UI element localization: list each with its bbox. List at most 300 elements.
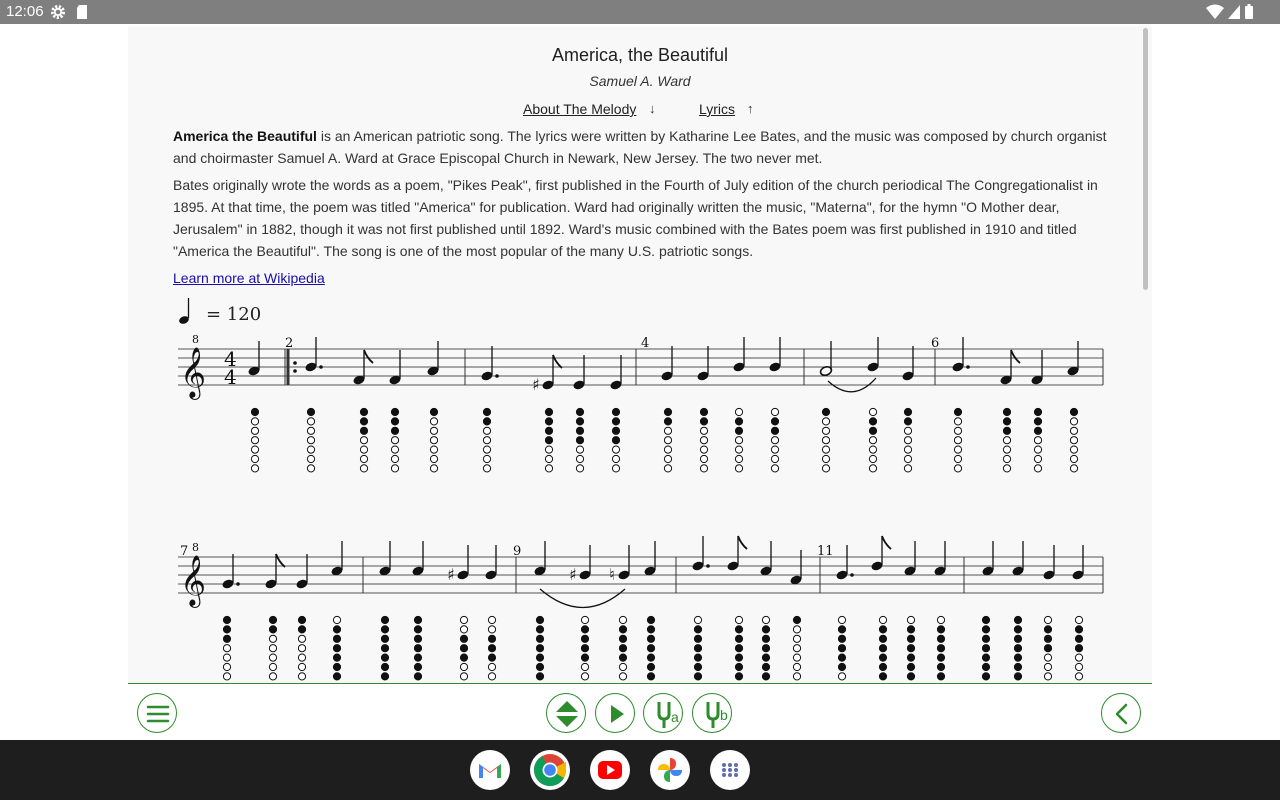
fingering-hole [771,408,778,415]
fingering-hole [1014,663,1021,670]
clef-octave-mark: 8 [192,333,199,346]
note-dot [706,564,710,568]
fingering-hole [619,645,626,652]
fingering-hole [381,616,388,623]
fingering-hole [904,418,911,425]
tuner-b-label: b [720,707,728,723]
about-paragraph-2: Bates originally wrote the words as a poem, "Pikes Peak", first published in the Fourth of July edition of the church periodical The Congregationalist in 1895. At that time, the poem was titled "America" for publication. Ward had originally written the music, "Materna", for the hymn "O Mother dear, Jerusalem" in 1882, though it was not first published until 1892. Ward's music combined with the Bates poem was first published in 1910 and titled "America the Beautiful". The song is one of the most popular of the many U.S. patriotic songs. [173,177,1098,259]
note-dot [966,365,970,369]
fingering-hole [694,626,701,633]
measure-number: 2 [285,336,294,351]
fingering-hole [1070,437,1077,444]
fingering-hole [391,408,398,415]
fingering-hole [869,408,876,415]
fingering-hole [700,437,707,444]
fingering-hole [954,418,961,425]
fingering-hole [269,673,276,680]
fingering-hole [647,645,654,652]
fingering-hole [545,418,552,425]
play-button[interactable] [595,693,635,733]
fingering-hole [1034,455,1041,462]
fingering-hole [838,616,845,623]
fingering-hole [1075,645,1082,652]
fingering-hole [269,626,276,633]
fingering-hole [838,673,845,680]
fingering-hole [430,465,437,472]
fingering-hole [298,645,305,652]
fingering-hole [1044,645,1051,652]
fingering-hole [954,437,961,444]
fingering-hole [937,626,944,633]
fingering-hole [954,446,961,453]
fingering-hole [391,446,398,453]
fingering-hole [298,626,305,633]
fingering-hole [735,663,742,670]
fingering-hole [664,427,671,434]
fingering-hole [838,626,845,633]
about-song-name: America the Beautiful [173,128,317,144]
sheet-music-score [128,26,1152,683]
fingering-hole [762,673,769,680]
fingering-hole [460,654,467,661]
fingering-hole [430,437,437,444]
fingering-hole [822,455,829,462]
note-flag [1011,350,1020,363]
fingering-hole [298,663,305,670]
treble-clef: 𝄞 [180,555,207,606]
fingering-hole [1070,465,1077,472]
lyrics-link[interactable]: Lyrics [699,101,736,117]
fingering-hole [937,616,944,623]
fingering-hole [333,635,340,642]
fingering-hole [735,408,742,415]
fingering-hole [793,626,800,633]
fingering-hole [223,616,230,623]
fingering-hole [360,465,367,472]
note-flag [738,536,747,549]
fingering-hole [907,626,914,633]
fingering-hole [298,673,305,680]
youtube-app[interactable] [590,750,630,790]
sharp-accidental: ♯ [532,375,540,394]
fingering-hole [907,635,914,642]
sd-card-icon [75,4,89,20]
tie [540,589,625,608]
fingering-hole [937,654,944,661]
fingering-hole [982,616,989,623]
fingering-hole [822,418,829,425]
fingering-hole [822,408,829,415]
fingering-hole [381,626,388,633]
fingering-hole [822,446,829,453]
play-icon [596,694,636,734]
fingering-hole [1070,455,1077,462]
fingering-hole [307,446,314,453]
fingering-hole [545,437,552,444]
sharp-accidental: ♯ [569,565,577,584]
fingering-hole [664,446,671,453]
app-drawer[interactable] [710,750,750,790]
fingering-hole [907,663,914,670]
fingering-hole [694,645,701,652]
fingering-hole [251,408,258,415]
time-signature-top: 4 [224,347,237,371]
fingering-hole [700,455,707,462]
fingering-hole [907,673,914,680]
fingering-hole [664,418,671,425]
fingering-hole [664,408,671,415]
fingering-hole [612,437,619,444]
note-flag [276,554,285,567]
fingering-hole [762,635,769,642]
fingering-hole [879,645,886,652]
fingering-hole [251,455,258,462]
fingering-hole [982,645,989,652]
fingering-hole [488,663,495,670]
fingering-hole [762,663,769,670]
repeat-dot [293,369,297,373]
fingering-hole [536,663,543,670]
fingering-hole [771,418,778,425]
fingering-hole [488,654,495,661]
fingering-hole [360,408,367,415]
measure-number: 9 [513,544,522,559]
note-dot [495,374,499,378]
fingering-hole [869,455,876,462]
wikipedia-link[interactable]: Learn more at Wikipedia [173,270,325,286]
tuner-a-button[interactable] [643,693,683,733]
fingering-hole [700,418,707,425]
fingering-hole [381,645,388,652]
fingering-hole [536,673,543,680]
fingering-hole [793,645,800,652]
fingering-hole [381,673,388,680]
fingering-hole [536,654,543,661]
fingering-hole [647,626,654,633]
fingering-hole [838,635,845,642]
fingering-hole [954,408,961,415]
fingering-hole [1075,673,1082,680]
battery-icon [1245,4,1253,20]
fingering-hole [982,663,989,670]
fingering-hole [414,663,421,670]
fingering-hole [430,446,437,453]
fingering-hole [307,465,314,472]
fingering-hole [430,408,437,415]
fingering-hole [488,645,495,652]
measure-number: 4 [641,336,650,351]
fingering-hole [1014,673,1021,680]
fingering-hole [700,408,707,415]
fingering-hole [1044,635,1051,642]
fingering-hole [793,635,800,642]
fingering-hole [414,616,421,623]
fingering-hole [430,418,437,425]
fingering-hole [1034,437,1041,444]
fingering-hole [414,673,421,680]
fingering-hole [700,446,707,453]
fingering-hole [298,635,305,642]
fingering-hole [735,418,742,425]
note-dot [850,573,854,577]
youtube-icon [590,750,630,790]
fingering-hole [576,437,583,444]
fingering-hole [1044,616,1051,623]
fingering-hole [694,654,701,661]
page-scrollbar[interactable] [1143,28,1148,290]
fingering-hole [488,626,495,633]
fingering-hole [904,446,911,453]
fingering-hole [581,626,588,633]
chrome-app[interactable] [530,750,570,790]
fingering-hole [954,427,961,434]
fingering-hole [869,437,876,444]
fingering-hole [576,418,583,425]
fingering-hole [1044,673,1051,680]
song-page [128,26,1152,683]
fingering-hole [333,616,340,623]
time-signature-bottom: 4 [224,365,237,389]
app-drawer-icon [710,750,750,790]
fingering-hole [612,427,619,434]
fingering-hole [793,654,800,661]
fingering-hole [576,446,583,453]
fingering-hole [762,626,769,633]
fingering-hole [483,418,490,425]
fingering-hole [1034,465,1041,472]
fingering-hole [735,427,742,434]
fingering-hole [879,673,886,680]
fingering-hole [333,645,340,652]
fingering-hole [937,673,944,680]
song-title: America, the Beautiful [551,45,729,65]
about-paragraph-1-text: is an American patriotic song. The lyrics were written by Katharine Lee Bates, and the music was composed by church organist and choirmaster Samuel A. Ward at Grace Episcopal Church in Newark, New Jersey. The two never met. [173,128,1107,166]
fingering-hole [937,645,944,652]
fingering-hole [223,626,230,633]
song-composer: Samuel A. Ward [589,73,691,89]
fingering-hole [545,455,552,462]
fingering-hole [822,465,829,472]
fingering-hole [460,663,467,670]
note-flag [553,355,562,368]
settings-gear-icon [50,4,66,20]
about-melody-link[interactable]: About The Melody [523,101,637,117]
fingering-hole [333,673,340,680]
menu-button[interactable] [137,693,177,733]
fingering-hole [1014,654,1021,661]
fingering-hole [381,654,388,661]
fingering-hole [822,437,829,444]
natural-accidental: ♮ [609,565,615,584]
fingering-hole [483,408,490,415]
fingering-hole [360,446,367,453]
fingering-hole [612,446,619,453]
fingering-hole [269,635,276,642]
fingering-hole [269,663,276,670]
fingering-hole [460,635,467,642]
fingering-hole [1070,418,1077,425]
fingering-hole [619,616,626,623]
fingering-hole [904,437,911,444]
fingering-hole [869,418,876,425]
fingering-hole [904,465,911,472]
fingering-hole [430,427,437,434]
fingering-hole [982,626,989,633]
photos-app[interactable] [650,750,690,790]
fingering-hole [545,465,552,472]
fingering-hole [647,635,654,642]
fingering-hole [879,635,886,642]
fingering-hole [793,663,800,670]
fingering-hole [1044,626,1051,633]
fingering-hole [1014,645,1021,652]
fingering-hole [414,654,421,661]
fingering-hole [1034,446,1041,453]
fingering-hole [251,418,258,425]
up-down-arrows-icon [547,694,587,734]
fingering-hole [735,465,742,472]
fingering-hole [771,446,778,453]
fingering-hole [483,446,490,453]
fingering-hole [735,437,742,444]
fingering-hole [1034,408,1041,415]
fingering-hole [954,465,961,472]
fingering-hole [545,427,552,434]
fingering-hole [700,465,707,472]
fingering-hole [483,455,490,462]
chevron-left-icon [1102,694,1142,734]
fingering-hole [647,616,654,623]
fingering-hole [460,626,467,633]
scroll-speed-button[interactable] [546,693,586,733]
fingering-hole [536,645,543,652]
fingering-hole [619,663,626,670]
gmail-app[interactable] [470,750,510,790]
fingering-hole [664,437,671,444]
fingering-hole [483,427,490,434]
fingering-hole [488,673,495,680]
fingering-hole [1070,408,1077,415]
fingering-hole [735,626,742,633]
fingering-hole [360,455,367,462]
fingering-hole [251,427,258,434]
fingering-hole [545,446,552,453]
note-dot [319,365,323,369]
fingering-hole [907,645,914,652]
fingering-hole [694,663,701,670]
fingering-hole [619,673,626,680]
fingering-hole [735,673,742,680]
fingering-hole [581,654,588,661]
back-button[interactable] [1101,693,1141,733]
hamburger-menu-icon [138,694,178,734]
fingering-hole [954,455,961,462]
fingering-hole [251,465,258,472]
fingering-hole [1014,626,1021,633]
fingering-hole [581,616,588,623]
fingering-hole [771,455,778,462]
fingering-hole [937,635,944,642]
fingering-hole [879,654,886,661]
fingering-hole [460,673,467,680]
fingering-hole [360,427,367,434]
fingering-hole [735,446,742,453]
fingering-hole [612,465,619,472]
fingering-hole [1034,427,1041,434]
fingering-hole [381,663,388,670]
fingering-hole [576,465,583,472]
fingering-hole [1014,616,1021,623]
fingering-hole [762,654,769,661]
fingering-hole [982,635,989,642]
fingering-hole [1003,408,1010,415]
control-bar [128,683,1152,741]
fingering-hole [1070,427,1077,434]
fingering-hole [483,465,490,472]
repeat-dot [293,361,297,365]
tuner-a-label: a [671,709,679,725]
fingering-hole [793,673,800,680]
tuner-b-button[interactable] [692,693,732,733]
chrome-icon [530,750,570,790]
fingering-hole [612,455,619,462]
fingering-hole [1003,427,1010,434]
fingering-hole [1075,663,1082,670]
fingering-hole [581,635,588,642]
fingering-hole [619,654,626,661]
fingering-hole [879,616,886,623]
fingering-hole [269,616,276,623]
fingering-hole [700,427,707,434]
fingering-hole [414,626,421,633]
fingering-hole [771,465,778,472]
fingering-hole [694,673,701,680]
fingering-hole [937,663,944,670]
measure-number: 6 [931,336,940,351]
fingering-hole [223,635,230,642]
fingering-hole [838,654,845,661]
fingering-hole [581,645,588,652]
fingering-hole [664,455,671,462]
fingering-hole [879,626,886,633]
fingering-hole [1003,465,1010,472]
fingering-hole [307,427,314,434]
fingering-hole [1044,663,1051,670]
fingering-hole [1034,418,1041,425]
fingering-hole [907,616,914,623]
fingering-hole [793,616,800,623]
fingering-hole [360,437,367,444]
note-flag [882,536,891,549]
status-time: 12:06 [6,3,44,20]
gmail-icon [470,750,510,790]
fingering-hole [576,455,583,462]
fingering-hole [869,465,876,472]
fingering-hole [269,654,276,661]
fingering-hole [735,645,742,652]
fingering-hole [1003,455,1010,462]
fingering-hole [735,455,742,462]
fingering-hole [982,673,989,680]
fingering-hole [612,418,619,425]
fingering-hole [1044,654,1051,661]
fingering-hole [223,654,230,661]
fingering-hole [771,427,778,434]
fingering-hole [391,418,398,425]
fingering-hole [904,408,911,415]
up-arrow-icon: ↑ [747,101,754,116]
fingering-hole [647,663,654,670]
